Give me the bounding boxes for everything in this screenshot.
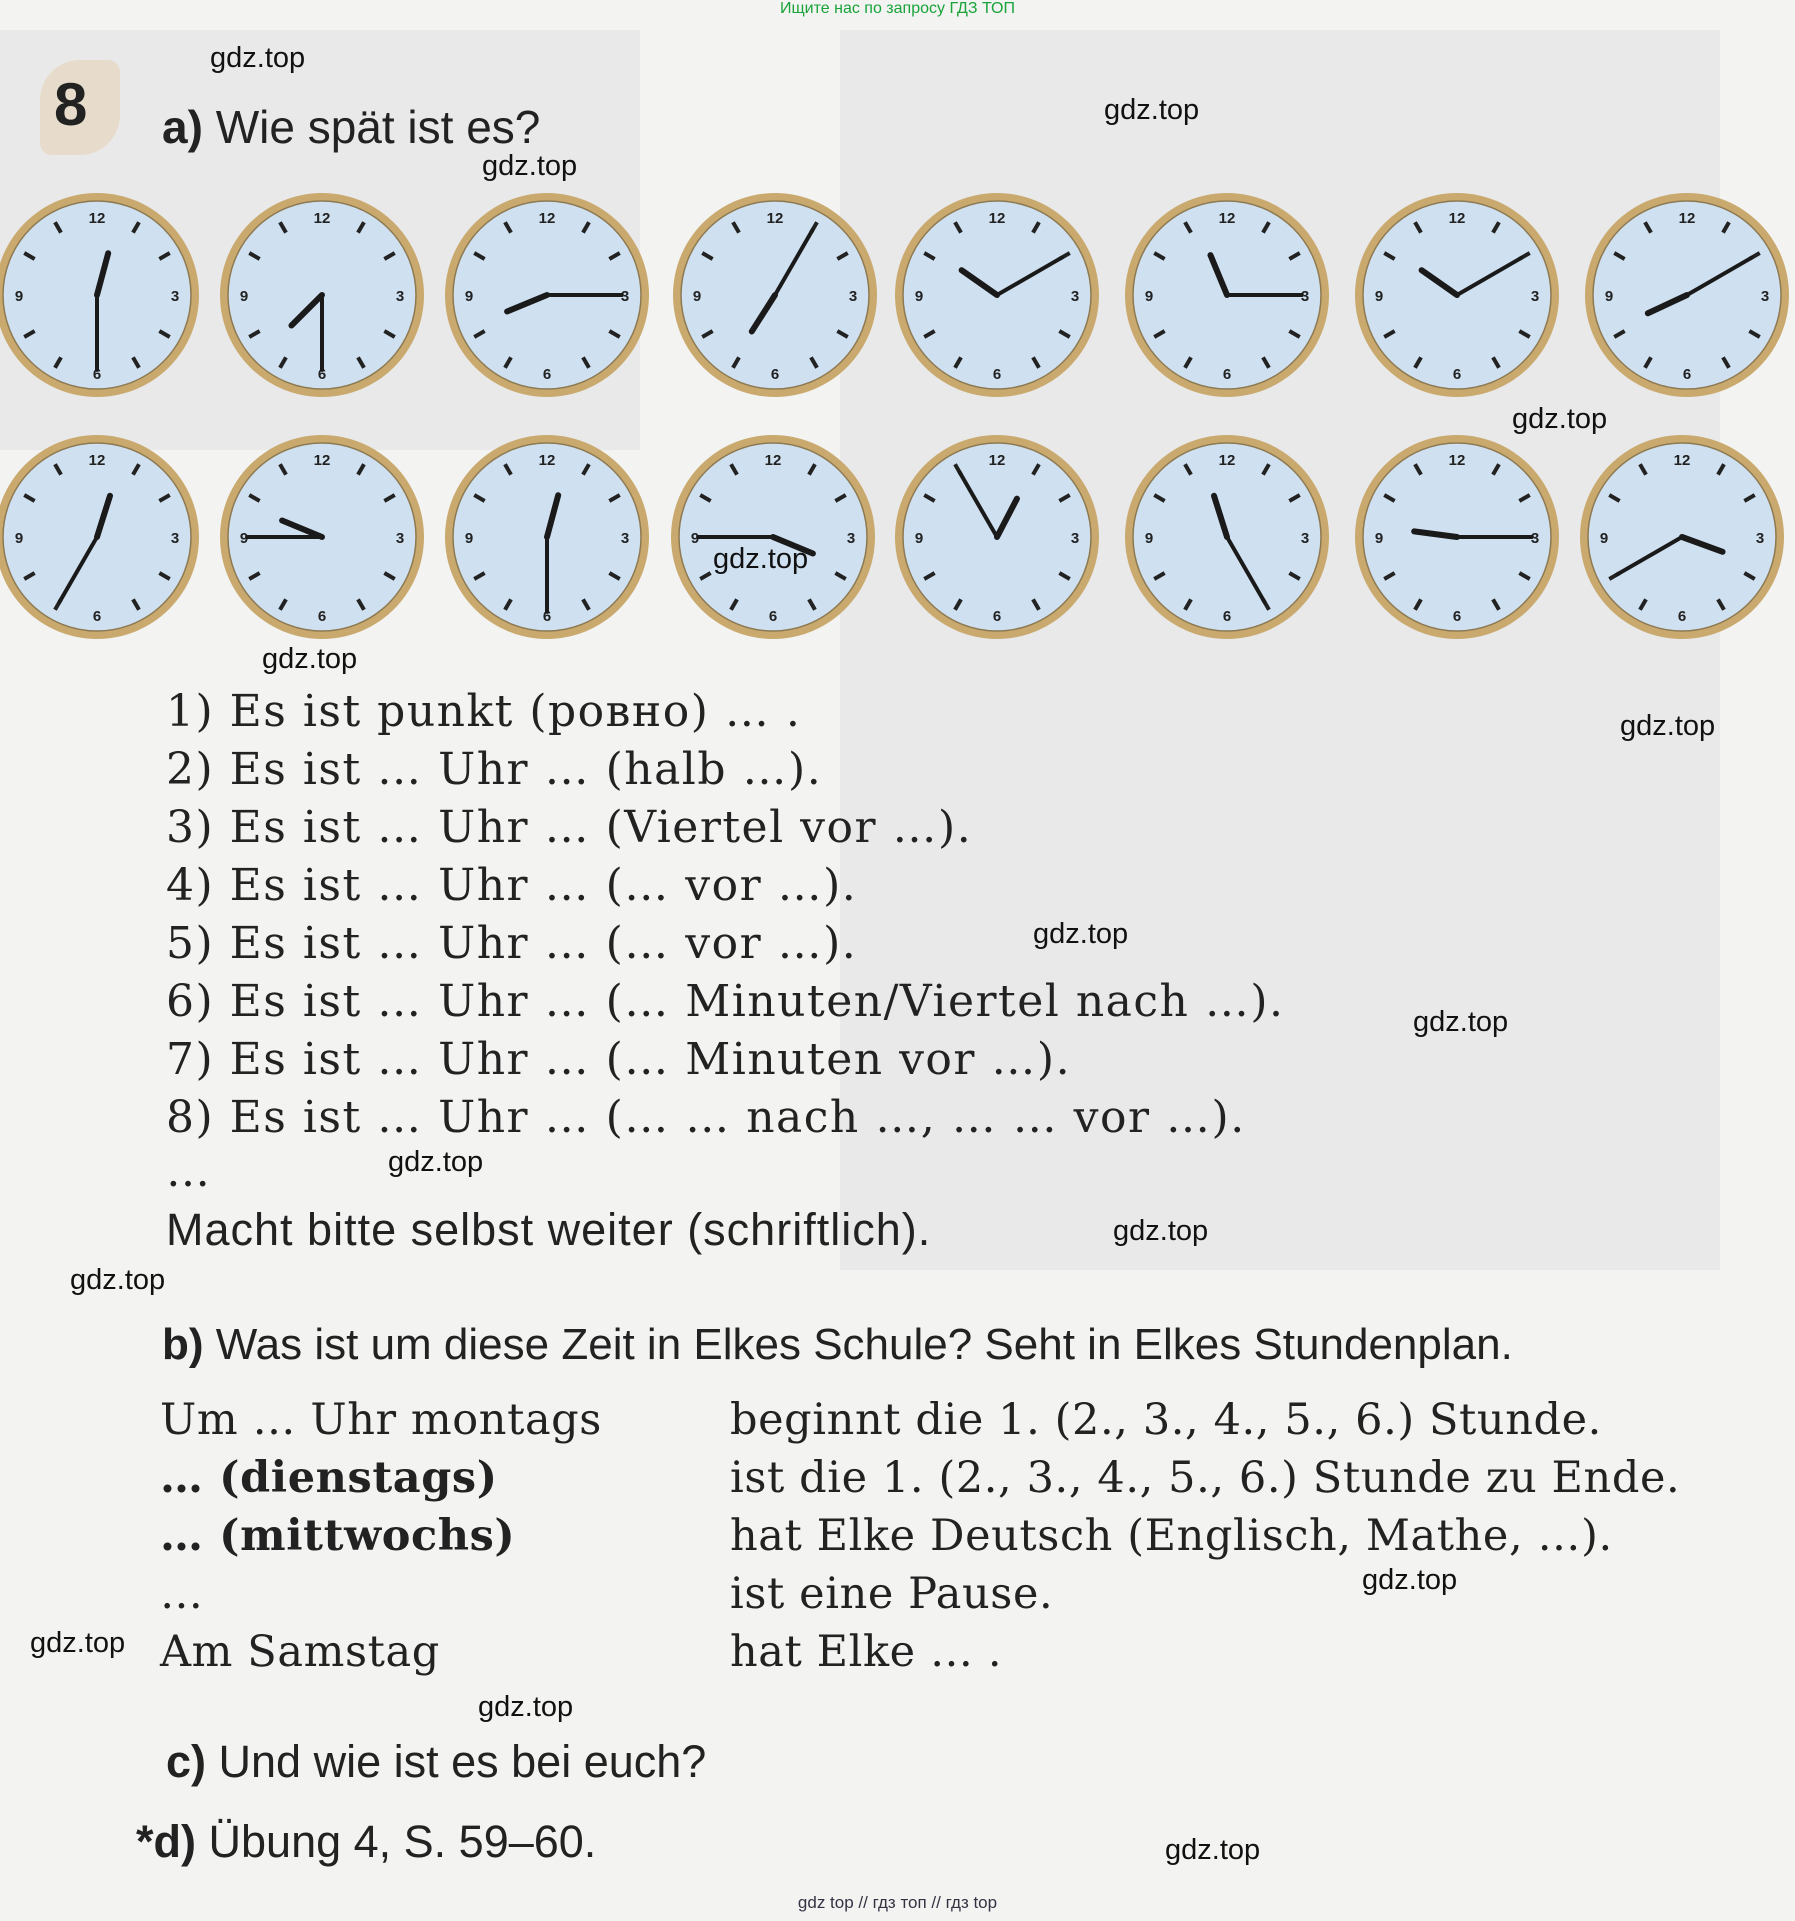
- clock-numeral: 9: [914, 288, 924, 305]
- clock-numeral: 12: [88, 452, 106, 469]
- watermark-7: gdz.top: [1620, 710, 1716, 742]
- clock-row2-7: [1355, 435, 1559, 639]
- clock-row1-5: [895, 193, 1099, 397]
- clock-row1-1: [0, 193, 199, 397]
- clock-numeral: 9: [692, 288, 702, 305]
- clock-numeral: 3: [1755, 530, 1765, 547]
- clock-numeral: 3: [1300, 288, 1310, 305]
- clock-row1-8: [1585, 193, 1789, 397]
- clock-numeral: 3: [1530, 288, 1540, 305]
- clock-numeral: 6: [1222, 608, 1232, 625]
- clock-numeral: 3: [170, 288, 180, 305]
- part-d-label: *d): [136, 1816, 196, 1867]
- clock-numeral: 12: [1678, 210, 1696, 227]
- part-b-label: b): [162, 1320, 204, 1369]
- clock-numeral: 12: [1448, 210, 1466, 227]
- clock-numeral: 6: [1222, 366, 1232, 383]
- clock-numeral: 3: [395, 530, 405, 547]
- clock-numeral: 3: [1760, 288, 1770, 305]
- exercise-number-badge: [40, 60, 120, 155]
- clock-row2-6: [1125, 435, 1329, 639]
- part-a-closing: Macht bitte selbst weiter (schriftlich).: [166, 1204, 932, 1255]
- line-1: 1) Es ist punkt (ровно) … .: [166, 686, 802, 737]
- watermark-6: gdz.top: [262, 643, 358, 675]
- clock-numeral: 3: [1070, 288, 1080, 305]
- clock-numeral: 12: [766, 210, 784, 227]
- clock-numeral: 6: [542, 608, 552, 625]
- clock-row2-4: [671, 435, 875, 639]
- clock-numeral: 9: [690, 530, 700, 547]
- line-3: 3) Es ist … Uhr … (Viertel vor …).: [166, 802, 973, 853]
- part-a-title: Wie spät ist es?: [215, 101, 541, 153]
- clock-numeral: 6: [770, 366, 780, 383]
- watermark-5: gdz.top: [713, 543, 809, 575]
- b-left-2: … (dienstags): [160, 1453, 498, 1503]
- clock-row2-5: [895, 435, 1099, 639]
- clock-numeral: 12: [988, 452, 1006, 469]
- clock-numeral: 3: [846, 530, 856, 547]
- part-c-text: Und wie ist es bei euch?: [218, 1736, 707, 1787]
- line-6: 6) Es ist … Uhr … (… Minuten/Viertel nach …).: [166, 976, 1285, 1027]
- header-search-link[interactable]: Ищите нас по запросу ГДЗ ТОП: [780, 0, 1015, 17]
- part-a-heading: [162, 100, 540, 154]
- watermark-4: gdz.top: [1512, 403, 1608, 435]
- clock-numeral: 12: [1218, 210, 1236, 227]
- clock-numeral: 3: [1070, 530, 1080, 547]
- clock-numeral: 9: [1144, 530, 1154, 547]
- clock-numeral: 3: [170, 530, 180, 547]
- clock-numeral: 6: [1677, 608, 1687, 625]
- clock-numeral: 12: [538, 210, 556, 227]
- clock-numeral: 6: [1682, 366, 1692, 383]
- clock-numeral: 6: [992, 608, 1002, 625]
- part-d-heading: [136, 1816, 596, 1868]
- clock-numeral: 12: [988, 210, 1006, 227]
- watermark-3: gdz.top: [482, 150, 578, 182]
- clock-numeral: 6: [317, 608, 327, 625]
- watermark-2: gdz.top: [1104, 94, 1200, 126]
- part-b-heading: [162, 1320, 1513, 1370]
- part-a-label: a): [162, 101, 203, 153]
- clock-numeral: 6: [542, 366, 552, 383]
- clock-numeral: 3: [848, 288, 858, 305]
- part-b-title: Was ist um diese Zeit in Elkes Schule? Seht in Elkes Stundenplan.: [215, 1320, 1513, 1369]
- part-c-label: c): [166, 1736, 207, 1787]
- clock-numeral: 12: [313, 210, 331, 227]
- b-right-1: beginnt die 1. (2., 3., 4., 5., 6.) Stunde.: [730, 1395, 1602, 1445]
- clock-numeral: 9: [14, 288, 24, 305]
- clock-numeral: 6: [992, 366, 1002, 383]
- clock-row1-4: [673, 193, 877, 397]
- clock-numeral: 12: [88, 210, 106, 227]
- clock-numeral: 9: [1374, 288, 1384, 305]
- clock-row2-8: [1580, 435, 1784, 639]
- line-5: 5) Es ist … Uhr … (… vor …).: [166, 918, 858, 969]
- clock-numeral: 6: [768, 608, 778, 625]
- clock-numeral: 9: [14, 530, 24, 547]
- clock-numeral: 3: [620, 288, 630, 305]
- part-d-text: Übung 4, S. 59–60.: [208, 1816, 597, 1867]
- b-left-1: Um … Uhr montags: [160, 1395, 602, 1445]
- line-7: 7) Es ist … Uhr … (… Minuten vor …).: [166, 1034, 1072, 1085]
- clock-numeral: 12: [1218, 452, 1236, 469]
- line-8: 8) Es ist … Uhr … (… … nach …, … … vor …).: [166, 1092, 1246, 1143]
- clock-numeral: 6: [92, 366, 102, 383]
- b-right-3: hat Elke Deutsch (Englisch, Mathe, …).: [730, 1511, 1613, 1561]
- watermark-13: gdz.top: [1362, 1564, 1458, 1596]
- b-right-4: ist eine Pause.: [730, 1569, 1054, 1619]
- clock-numeral: 6: [1452, 608, 1462, 625]
- clock-row1-3: [445, 193, 649, 397]
- clock-numeral: 12: [538, 452, 556, 469]
- exercise-number: 8: [54, 71, 88, 138]
- clock-numeral: 3: [1530, 530, 1540, 547]
- clock-row2-2: [220, 435, 424, 639]
- clock-numeral: 9: [1604, 288, 1614, 305]
- clock-row1-7: [1355, 193, 1559, 397]
- clock-numeral: 12: [764, 452, 782, 469]
- clock-numeral: 12: [1448, 452, 1466, 469]
- line-4: 4) Es ist … Uhr … (… vor …).: [166, 860, 858, 911]
- line-2: 2) Es ist … Uhr … (halb …).: [166, 744, 823, 795]
- clock-numeral: 3: [1300, 530, 1310, 547]
- clock-numeral: 12: [313, 452, 331, 469]
- clock-numeral: 9: [1599, 530, 1609, 547]
- clock-numeral: 9: [1144, 288, 1154, 305]
- watermark-8: gdz.top: [1033, 918, 1129, 950]
- watermark-11: gdz.top: [1113, 1215, 1209, 1247]
- clock-numeral: 9: [914, 530, 924, 547]
- clock-row2-1: [0, 435, 199, 639]
- watermark-14: gdz.top: [30, 1627, 126, 1659]
- watermark-1: gdz.top: [210, 42, 306, 74]
- clock-numeral: 9: [464, 288, 474, 305]
- b-right-2: ist die 1. (2., 3., 4., 5., 6.) Stunde zu Ende.: [730, 1453, 1681, 1503]
- line-ellipsis: …: [166, 1146, 212, 1197]
- clock-row1-6: [1125, 193, 1329, 397]
- watermark-16: gdz.top: [1165, 1834, 1261, 1866]
- watermark-10: gdz.top: [388, 1146, 484, 1178]
- b-left-5: Am Samstag: [160, 1627, 440, 1677]
- clock-row2-3: [445, 435, 649, 639]
- b-right-5: hat Elke … .: [730, 1627, 1003, 1677]
- clock-numeral: 6: [92, 608, 102, 625]
- footer-link[interactable]: gdz top // гдз топ // гдз top: [797, 1893, 998, 1912]
- clock-numeral: 6: [1452, 366, 1462, 383]
- watermark-15: gdz.top: [478, 1691, 574, 1723]
- clock-numeral: 9: [239, 530, 249, 547]
- clock-numeral: 9: [239, 288, 249, 305]
- clock-numeral: 3: [620, 530, 630, 547]
- b-left-4: …: [160, 1569, 204, 1619]
- clock-numeral: 3: [395, 288, 405, 305]
- clock-numeral: 9: [464, 530, 474, 547]
- clock-row1-2: [220, 193, 424, 397]
- watermark-12: gdz.top: [70, 1264, 166, 1296]
- clock-numeral: 9: [1374, 530, 1384, 547]
- b-left-3: … (mittwochs): [160, 1511, 516, 1561]
- clock-numeral: 6: [317, 366, 327, 383]
- part-c-heading: [166, 1736, 706, 1788]
- clock-numeral: 12: [1673, 452, 1691, 469]
- watermark-9: gdz.top: [1413, 1006, 1509, 1038]
